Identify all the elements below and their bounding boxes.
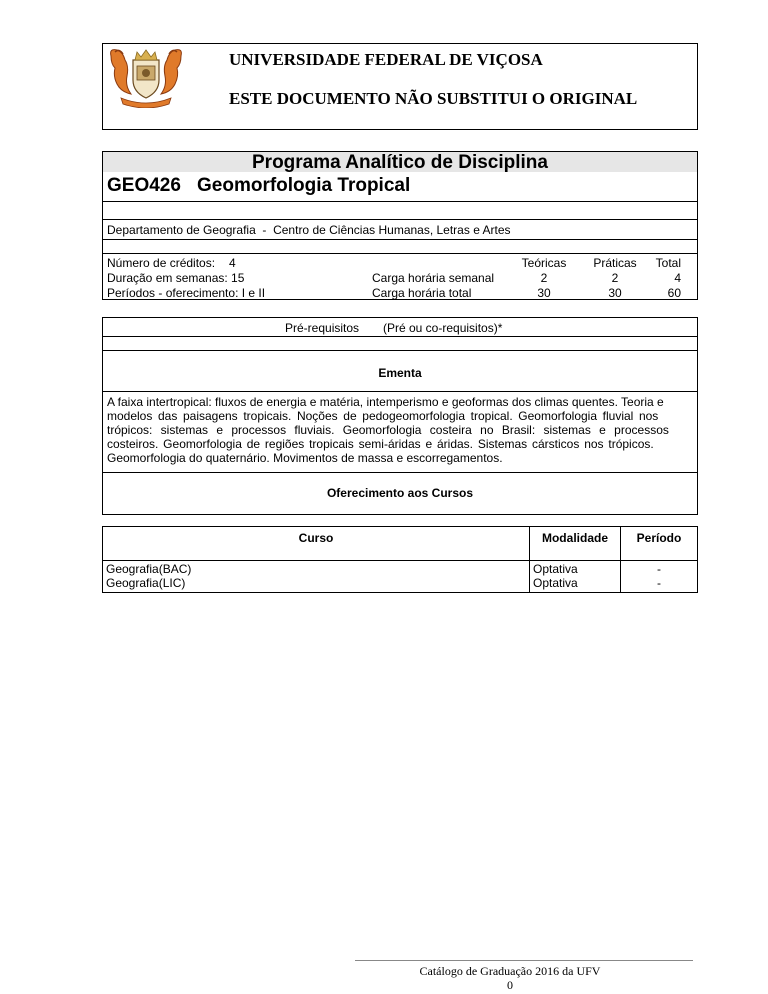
footer-catalog: Catálogo de Graduação 2016 da UFV <box>419 964 601 978</box>
total-load-label: Carga horária total <box>372 286 472 300</box>
weekly-praticas: 2 <box>611 271 619 285</box>
col-praticas: Práticas <box>593 256 637 270</box>
disclaimer-text: ESTE DOCUMENTO NÃO SUBSTITUI O ORIGINAL <box>229 89 638 108</box>
modalidade-cell: Optativa <box>533 562 578 576</box>
course-cell: Geografia(BAC) <box>106 562 192 576</box>
university-name: UNIVERSIDADE FEDERAL DE VIÇOSA <box>229 50 543 69</box>
ementa-line: A faixa intertropical: fluxos de energia e matéria, intemperismo e geoformas dos climas quentes. Teoria e <box>107 395 664 409</box>
course-cell: Geografia(LIC) <box>106 576 186 590</box>
periodo-cell: - <box>657 562 661 576</box>
total-teoricas: 30 <box>537 286 551 300</box>
col-total: Total <box>655 256 681 270</box>
course-name: Geomorfologia Tropical <box>197 175 411 196</box>
prereq-note: (Pré ou co-requisitos)* <box>383 321 503 335</box>
page-number: 0 <box>507 978 513 992</box>
page-title: Programa Analítico de Disciplina <box>252 152 548 173</box>
oferecimento-heading: Oferecimento aos Cursos <box>326 486 474 500</box>
weekly-total: 4 <box>674 271 681 285</box>
weekly-load-label: Carga horária semanal <box>372 271 495 285</box>
col-periodo-header: Período <box>636 531 682 545</box>
ementa-body <box>107 395 694 465</box>
modalidade-cell: Optativa <box>533 576 578 590</box>
periodo-cell: - <box>657 576 661 590</box>
col-teoricas: Teóricas <box>521 256 567 270</box>
prereq-label: Pré-requisitos <box>285 321 360 335</box>
header-box <box>102 43 698 130</box>
col-curso-header: Curso <box>298 531 334 545</box>
course-code: GEO426 <box>107 175 181 196</box>
periods-text: Períodos - oferecimento: I e II <box>107 286 266 300</box>
ementa-line: Geomorfologia do quaternário. Movimentos de massa e escorregamentos. <box>107 451 503 465</box>
university-crest-logo <box>107 46 185 108</box>
ementa-line: modelos das paisagens tropicais. Noções de pedogeomorfologia tropical. Geomorfologia fluvial nos <box>107 409 659 423</box>
ementa-line: costeiros. Geomorfologia de regiões tropicais semi-áridas e áridas. Sistemas cársticos nos trópicos. <box>107 437 654 451</box>
total-praticas: 30 <box>608 286 622 300</box>
ementa-heading: Ementa <box>378 366 422 380</box>
col-modalidade-header: Modalidade <box>541 531 608 545</box>
ementa-line: trópicos: sistemas e processos fluviais. Geomorfologia costeira no Brasil: sistemas e processos <box>107 423 669 437</box>
footer-divider <box>355 960 693 961</box>
total-total: 60 <box>667 286 681 300</box>
credits-label: Número de créditos: <box>107 256 216 270</box>
weekly-teoricas: 2 <box>540 271 548 285</box>
department-text: Departamento de Geografia - Centro de Ciências Humanas, Letras e Artes <box>107 223 511 237</box>
duration-text: Duração em semanas: 15 <box>107 271 245 285</box>
credits-value: 4 <box>229 256 236 270</box>
